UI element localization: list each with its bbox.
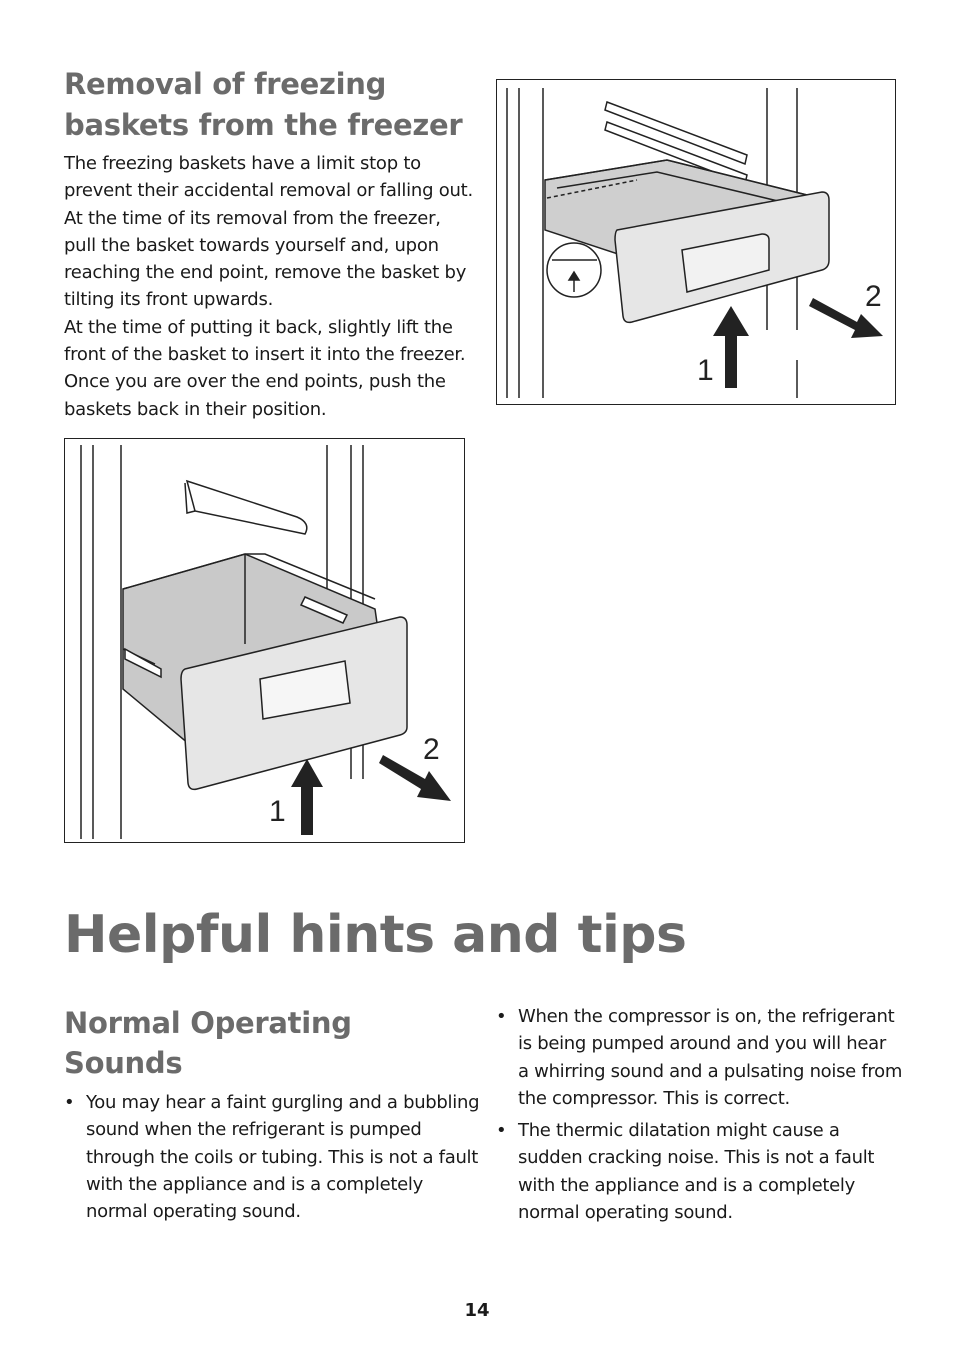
figure-top-label-2: 2	[865, 280, 882, 313]
text-line: The thermic dilatation might cause a	[518, 1120, 840, 1142]
list-item	[496, 1003, 936, 1112]
basket-limit-stop-illustration	[497, 80, 897, 406]
text-line: sound when the refrigerant is pumped	[86, 1119, 422, 1141]
removal-instructions	[64, 150, 484, 423]
text-line: through the coils or tubing. This is not a fault	[86, 1146, 479, 1168]
page-title: Helpful hints and tips	[64, 905, 687, 965]
text-line: At the time of its removal from the freezer,	[64, 207, 441, 229]
removal-heading-line1: Removal of freezing	[64, 67, 387, 101]
bullet-marker: •	[496, 1006, 507, 1027]
sounds-right-list	[496, 1003, 936, 1231]
text-line: with the appliance and is a completely	[518, 1174, 855, 1196]
sounds-heading-line2: Sounds	[64, 1046, 183, 1080]
removal-heading-line2: baskets from the freezer	[64, 108, 463, 142]
text-line: The freezing baskets have a limit stop to	[64, 153, 421, 174]
figure-top-label-1: 1	[697, 354, 714, 387]
text-line: normal operating sound.	[518, 1202, 733, 1224]
sounds-heading	[64, 1003, 352, 1083]
text-line: baskets back in their position.	[64, 398, 327, 420]
basket-removal-illustration	[65, 439, 466, 844]
text-line: sudden cracking noise. This is not a fault	[518, 1147, 875, 1169]
text-line: prevent their accidental removal or falling out.	[64, 180, 473, 202]
sounds-left-list	[64, 1089, 494, 1230]
figure-bottom-label-1: 1	[269, 795, 286, 828]
text-line: reaching the end point, remove the basket by	[64, 262, 467, 284]
text-line: front of the basket to insert it into the freezer.	[64, 344, 466, 366]
removal-heading	[64, 64, 462, 146]
text-line: the compressor. This is correct.	[518, 1087, 790, 1109]
sounds-heading-line1: Normal Operating	[64, 1006, 352, 1040]
bullet-marker: •	[64, 1092, 75, 1113]
figure-bottom-label-2: 2	[423, 733, 440, 766]
list-item	[496, 1117, 936, 1226]
text-line: When the compressor is on, the refrigerant	[518, 1006, 895, 1027]
text-line: tilting its front upwards.	[64, 289, 274, 311]
figure-basket-removal	[64, 438, 465, 843]
text-line: normal operating sound.	[86, 1201, 301, 1223]
figure-basket-limit-stop	[496, 79, 896, 405]
text-line: Once you are over the end points, push the	[64, 371, 446, 393]
text-line: is being pumped around and you will hear	[518, 1033, 886, 1055]
text-line: with the appliance and is a completely	[86, 1173, 423, 1195]
text-line: pull the basket towards yourself and, upon	[64, 234, 439, 256]
text-line: You may hear a faint gurgling and a bubbling	[86, 1092, 480, 1113]
page-number: 14	[464, 1300, 490, 1321]
text-line: At the time of putting it back, slightly lift the	[64, 316, 453, 338]
list-item	[64, 1089, 494, 1225]
text-line: a whirring sound and a pulsating noise from	[518, 1060, 903, 1082]
bullet-marker: •	[496, 1120, 507, 1142]
